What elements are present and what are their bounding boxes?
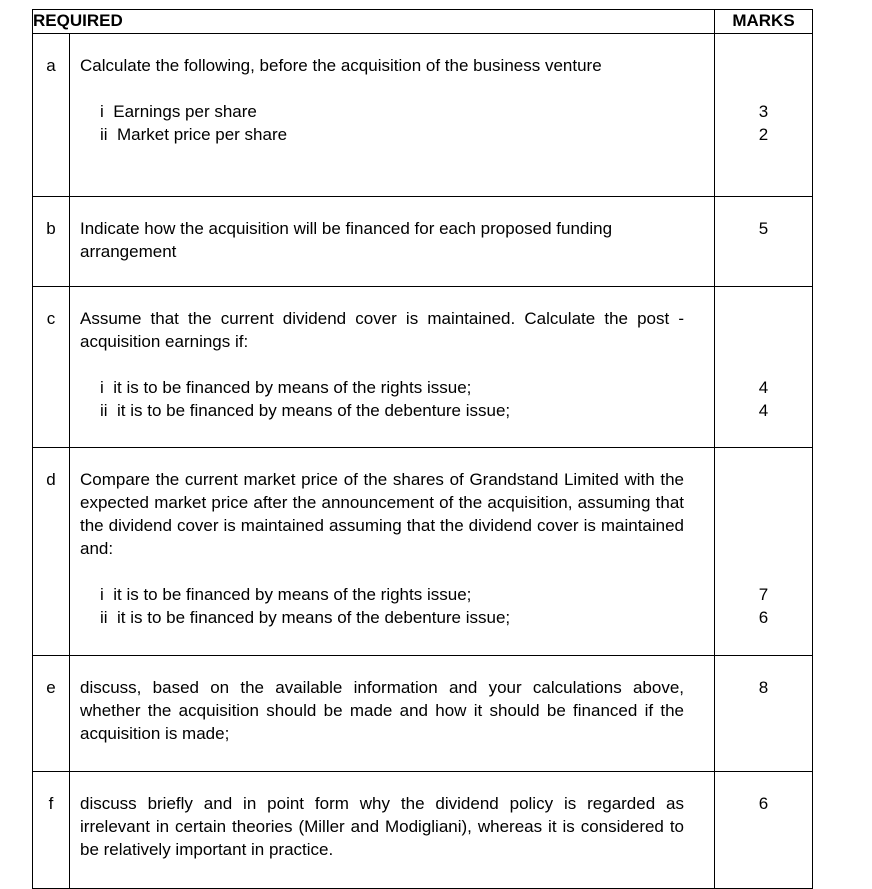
row-body: [70, 448, 715, 656]
mark-value: 2: [758, 125, 769, 144]
row-text: Calculate the following, before the acquisition of the business venture: [80, 56, 602, 75]
row-text: discuss, based on the available information and your calculations above, whether the acquisition should be made and how it should be financed if the acquisition is made;: [80, 678, 685, 743]
row-marks: [715, 772, 813, 889]
row-marks: [715, 34, 813, 197]
mark-value: 6: [758, 608, 769, 627]
row-text: Indicate how the acquisition will be financed for each proposed funding arrangement: [80, 219, 613, 261]
sub-item: i Earnings per share: [100, 102, 257, 121]
required-marks-table: [32, 9, 813, 889]
table-row: [33, 772, 813, 889]
table-row: [33, 656, 813, 772]
row-marks: [715, 287, 813, 448]
table-row: [33, 197, 813, 287]
mark-value: 8: [758, 678, 769, 697]
table-row: [33, 448, 813, 656]
row-body: [70, 287, 715, 448]
sub-item: ii it is to be financed by means of the debenture issue;: [100, 401, 511, 420]
table-row: [33, 34, 813, 197]
mark-value: 3: [758, 102, 769, 121]
header-required: REQUIRED: [33, 10, 715, 34]
row-letter: b: [33, 197, 70, 287]
row-text: discuss briefly and in point form why the dividend policy is regarded as irrelevant in certain theories (Miller and Modigliani), whereas it is considered to be relatively important in practice.: [80, 794, 685, 859]
mark-value: 4: [758, 401, 769, 420]
row-text: Compare the current market price of the shares of Grandstand Limited with the expected market price after the announcement of the acquisition, assuming that the dividend cover is maintained assuming that the dividend cover is maintained and:: [80, 470, 685, 558]
row-letter: f: [33, 772, 70, 889]
sub-item: i it is to be financed by means of the rights issue;: [100, 585, 472, 604]
mark-value: 6: [758, 794, 769, 813]
row-letter: c: [33, 287, 70, 448]
row-body: [70, 34, 715, 197]
row-marks: [715, 656, 813, 772]
sub-item: i it is to be financed by means of the rights issue;: [100, 378, 472, 397]
table-header-row: [33, 10, 813, 34]
row-marks: [715, 197, 813, 287]
sub-item: ii it is to be financed by means of the debenture issue;: [100, 608, 511, 627]
row-text: Assume that the current dividend cover is maintained. Calculate the post - acquisition earnings if:: [80, 309, 685, 351]
mark-value: 7: [758, 585, 769, 604]
sub-item: ii Market price per share: [100, 125, 288, 144]
row-marks: [715, 448, 813, 656]
mark-value: 5: [758, 219, 769, 238]
row-body: [70, 197, 715, 287]
row-letter: a: [33, 34, 70, 197]
header-marks: MARKS: [715, 10, 813, 34]
row-body: [70, 656, 715, 772]
table-row: [33, 287, 813, 448]
row-body: [70, 772, 715, 889]
row-letter: e: [33, 656, 70, 772]
row-letter: d: [33, 448, 70, 656]
mark-value: 4: [758, 378, 769, 397]
